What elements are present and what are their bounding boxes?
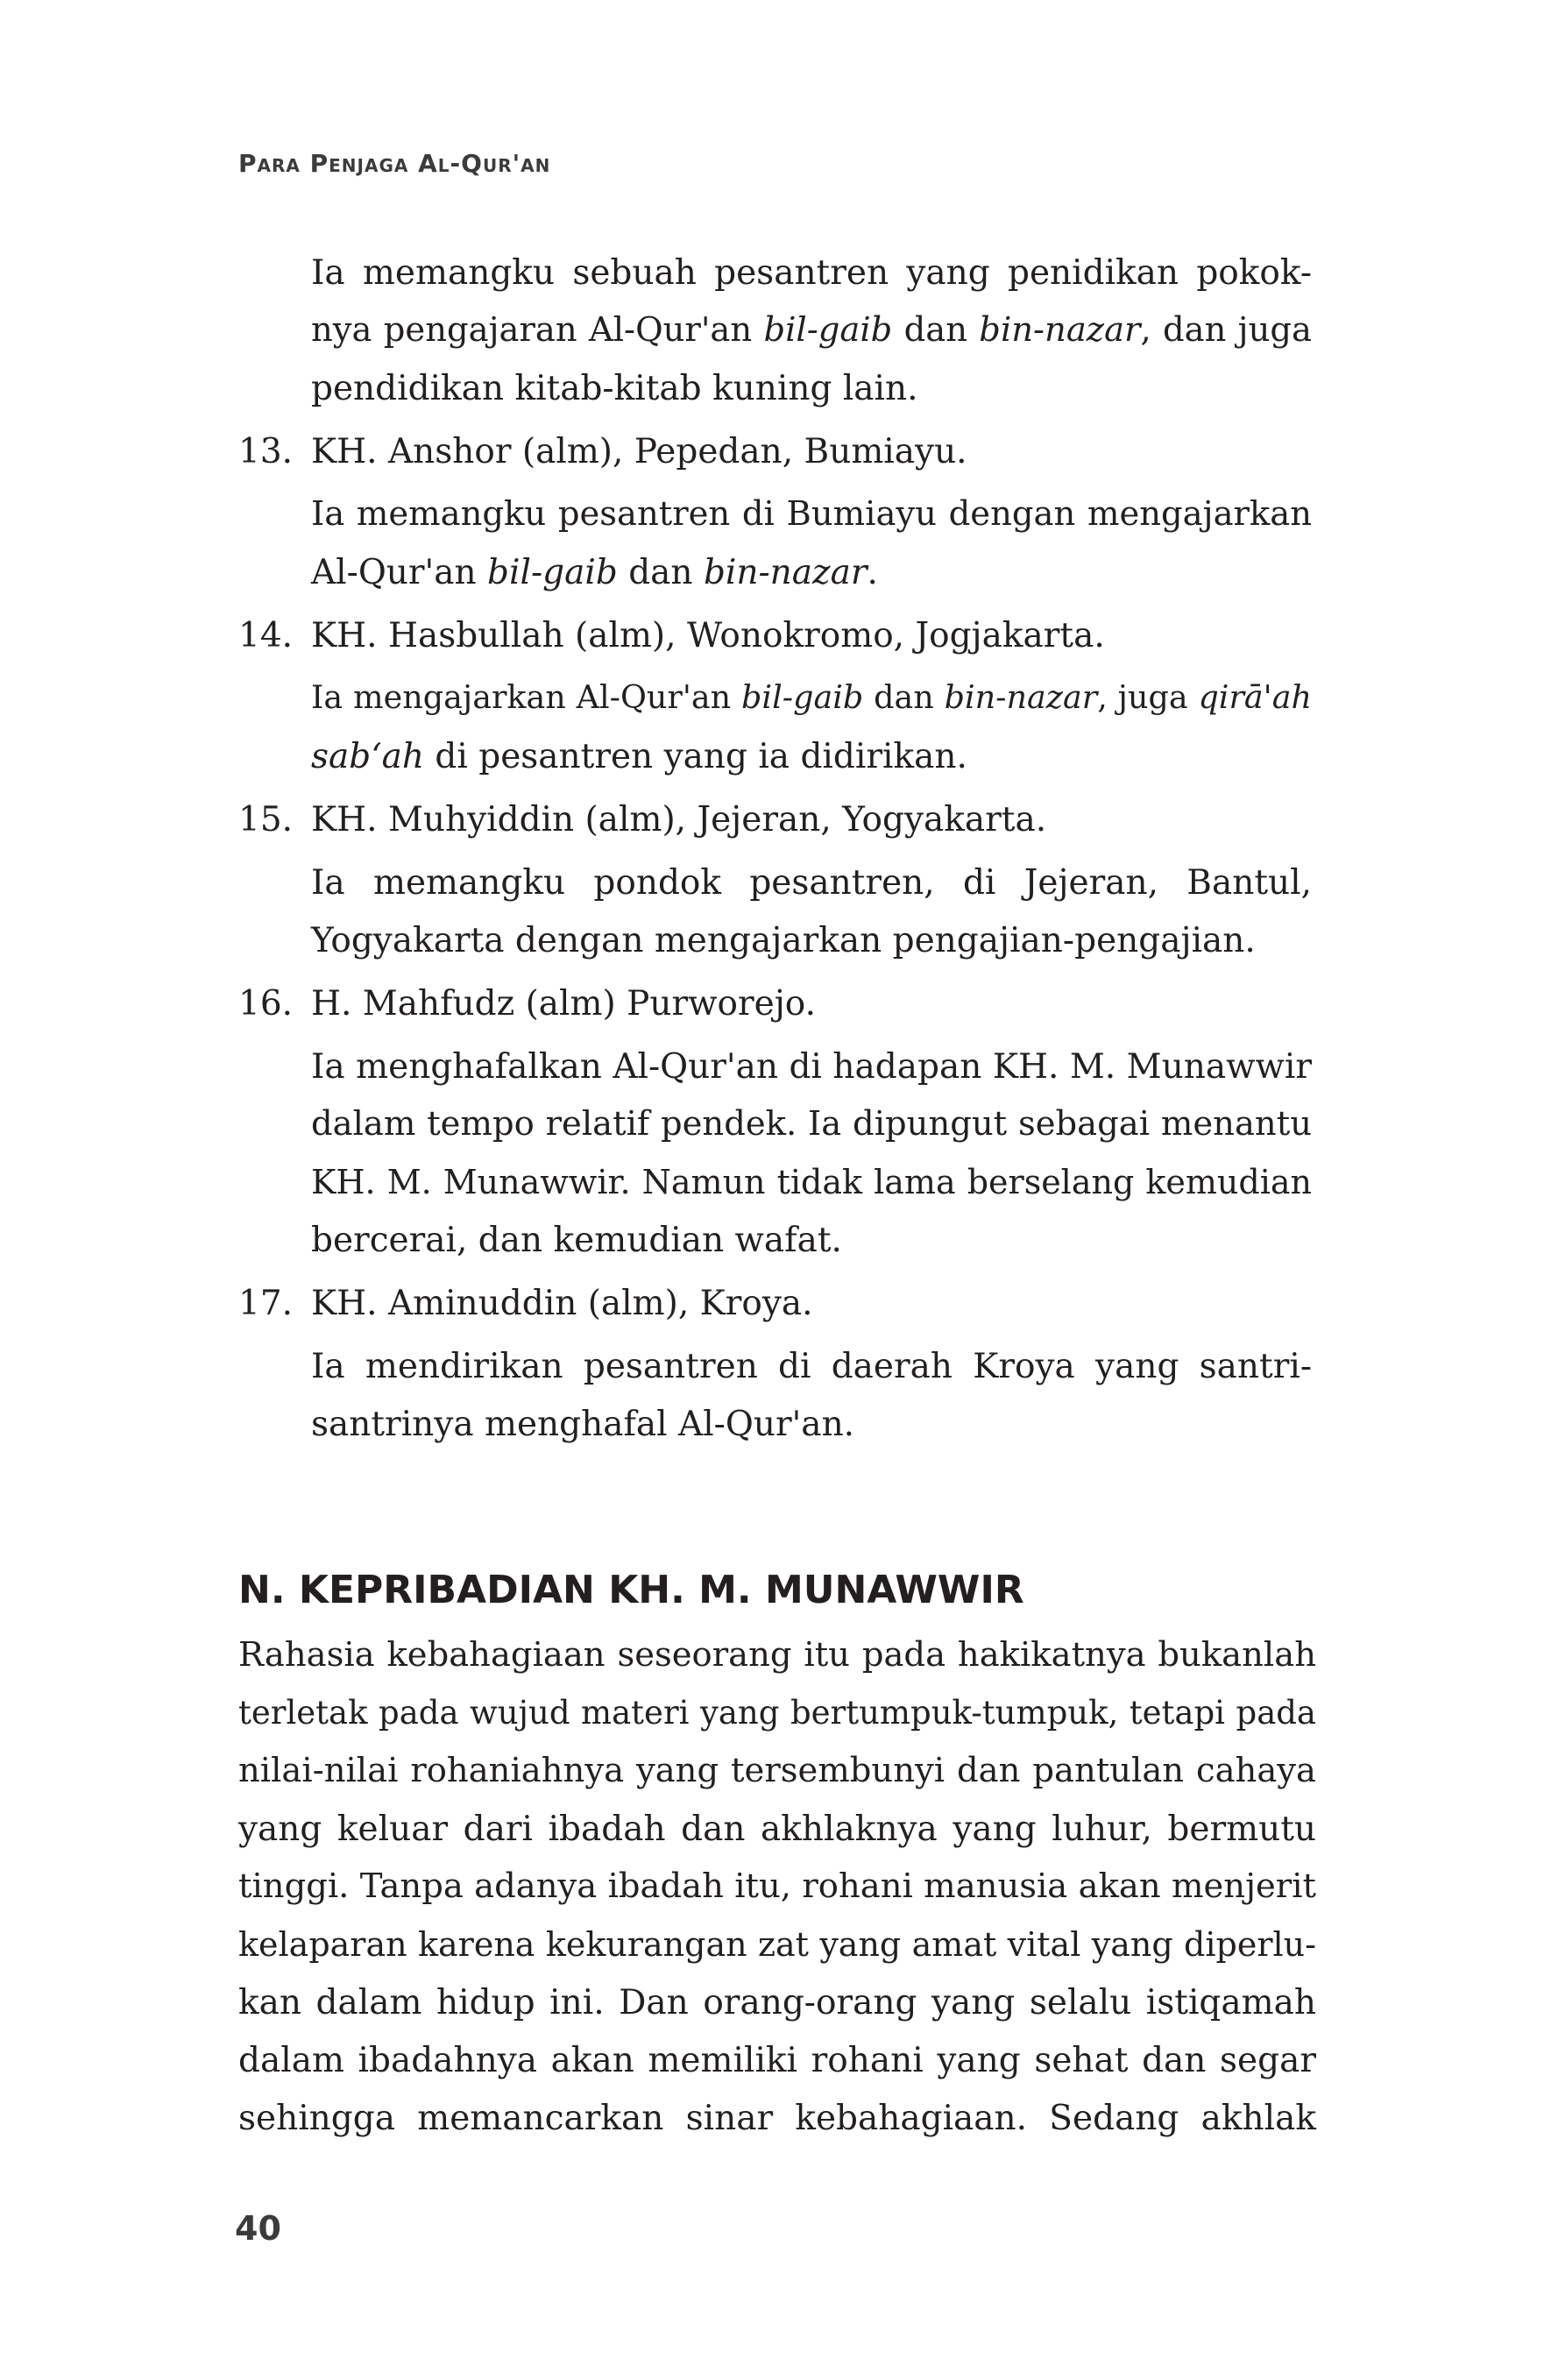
text-line: pendidikan kitab-kitab kuning lain. <box>311 369 918 408</box>
item-text-line: dalam tempo relatif pendek. Ia dipungut sebagai menantu <box>311 1104 1312 1144</box>
item-number: 14. <box>238 616 294 655</box>
item-text-line: Ia mengajarkan Al-Qur'an bil-gaib dan bin-nazar, juga qirā'ah <box>311 678 1312 716</box>
item-number: 17. <box>238 1284 294 1323</box>
text-line: dalam ibadahnya akan memiliki rohani yang sehat dan segar <box>238 2041 1316 2080</box>
text-line: kelaparan karena kekurangan zat yang amat vital yang diperlu- <box>238 1925 1316 1964</box>
item-heading: KH. Muhyiddin (alm), Jejeran, Yogyakarta. <box>311 800 1047 839</box>
item-number: 15. <box>238 800 294 839</box>
item-heading: KH. Hasbullah (alm), Wonokromo, Jogjakarta. <box>311 616 1105 655</box>
text-line: yang keluar dari ibadah dan akhlaknya yang luhur, bermutu <box>238 1810 1316 1849</box>
text-line: nya pengajaran Al-Qur'an bil-gaib dan bin-nazar, dan juga <box>311 310 1312 350</box>
text-line: terletak pada wujud materi yang bertumpuk-tumpuk, tetapi pada <box>238 1694 1316 1732</box>
text-line: sehingga memancarkan sinar kebahagiaan. Sedang akhlak <box>238 2099 1316 2138</box>
item-text-line: Yogyakarta dengan mengajarkan pengajian-pengajian. <box>311 921 1256 960</box>
text-line: kan dalam hidup ini. Dan orang-orang yang selalu istiqamah <box>238 1983 1316 2022</box>
section-title: N. KEPRIBADIAN KH. M. MUNAWWIR <box>238 1568 1024 1612</box>
item-text-line: KH. M. Munawwir. Namun tidak lama berselang kemudian <box>311 1163 1312 1201</box>
item-heading: H. Mahfudz (alm) Purworejo. <box>311 984 816 1024</box>
item-text-line: Ia memangku pesantren di Bumiayu dengan mengajarkan <box>311 494 1312 534</box>
item-number: 16. <box>238 984 294 1024</box>
text-line: nilai-nilai rohaniahnya yang tersembunyi dan pantulan cahaya <box>238 1751 1316 1790</box>
text-line: tinggi. Tanpa adanya ibadah itu, rohani manusia akan menjerit <box>238 1866 1316 1906</box>
item-text-line: Ia mendirikan pesantren di daerah Kroya yang santri- <box>311 1347 1312 1386</box>
item-text-line: Ia memangku pondok pesantren, di Jejeran, Bantul, <box>311 863 1312 903</box>
text-line: Rahasia kebahagiaan seseorang itu pada hakikatnya bukanlah <box>238 1635 1316 1675</box>
item-heading: KH. Aminuddin (alm), Kroya. <box>311 1284 813 1323</box>
item-text-line: bercerai, dan kemudian wafat. <box>311 1221 842 1260</box>
item-number: 13. <box>238 432 294 471</box>
page-number: 40 <box>235 2209 281 2248</box>
item-text-line: sab‘ah di pesantren yang ia didirikan. <box>311 737 967 776</box>
item-text-line: Ia menghafalkan Al-Qur'an di hadapan KH. M. Munawwir <box>311 1047 1312 1087</box>
running-head: Para Penjaga Al-Qur'an <box>238 149 551 178</box>
item-text-line: Al-Qur'an bil-gaib dan bin-nazar. <box>311 553 878 592</box>
item-heading: KH. Anshor (alm), Pepedan, Bumiayu. <box>311 432 967 471</box>
text-line: Ia memangku sebuah pesantren yang penidikan pokok- <box>311 253 1312 293</box>
item-text-line: santrinya menghafal Al-Qur'an. <box>311 1405 855 1444</box>
